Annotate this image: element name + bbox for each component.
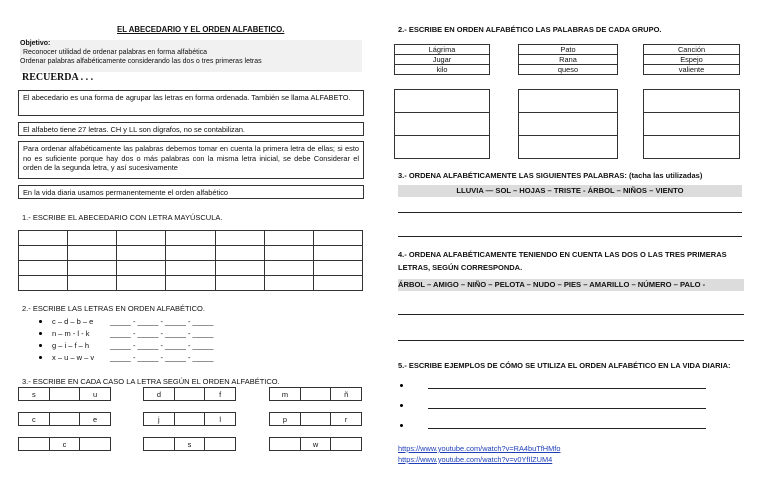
sequence-cell: s: [19, 388, 50, 401]
sequence-cell: s: [174, 438, 205, 451]
video-link-2[interactable]: https://www.youtube.com/watch?v=v0YfIlZUM4: [398, 455, 553, 464]
sequence-cell: c: [19, 413, 50, 426]
sequence-box: [269, 412, 362, 426]
sequence-cell: m: [270, 388, 301, 401]
sequence-cell[interactable]: [331, 438, 362, 451]
letters-blanks-3[interactable]: _____ - _____ - _____ - _____: [110, 341, 214, 350]
sequence-cell: e: [80, 413, 111, 426]
objective-block: [20, 40, 362, 72]
letters-item-1: c – d – b – e: [52, 317, 94, 326]
sequence-cell: ñ: [331, 388, 362, 401]
answer-group-3: [643, 89, 740, 159]
sequence-cell: c: [49, 438, 80, 451]
sequence-cell[interactable]: [144, 438, 175, 451]
sequence-box: [143, 437, 236, 451]
word-cell: queso: [519, 65, 618, 75]
word-cell: Lágrima: [395, 45, 490, 55]
bullet-icon: [39, 356, 42, 359]
sequence-box: [143, 412, 236, 426]
right-question-2-label: 2.- ESCRIBE EN ORDEN ALFABÉTICO LAS PALABRAS DE CADA GRUPO.: [398, 25, 662, 34]
right-question-4-label-2: LETRAS, SEGÚN CORRESPONDA.: [398, 263, 523, 272]
letters-item-3: g – i – f – h: [52, 341, 90, 350]
alphabet-grid: [18, 230, 363, 291]
info-box-rule: Para ordenar alfabéticamente las palabras debemos tomar en cuenta la primera letra de ellas; si esto no es suficiente porque hay dos o más palabras con la misma letra inicial, se debe Considerar el orden de la segunda letra, y así sucesivamente: [18, 141, 364, 179]
letters-item-4: x – u – w – v: [52, 353, 95, 362]
letters-blanks-1[interactable]: _____ - _____ - _____ - _____: [110, 317, 214, 326]
letters-blanks-4[interactable]: _____ - _____ - _____ - _____: [110, 353, 214, 362]
video-link-2-wrap: [398, 449, 552, 467]
bullet-icon: [39, 332, 42, 335]
word-group-3: [643, 44, 740, 75]
sequence-cell[interactable]: [270, 438, 301, 451]
answer-line[interactable]: [428, 428, 706, 429]
words-to-order: LLUVIA — SOL – HOJAS – TRISTE - ÁRBOL – NIÑOS – VIENTO: [398, 185, 742, 197]
sequence-box: [18, 387, 111, 401]
answer-group-1: [394, 89, 490, 159]
info-box-letters: El alfabeto tiene 27 letras. CH y LL son dígrafos, no se contabilizan.: [18, 122, 364, 136]
words-to-order-2: ÁRBOL – AMIGO – NIÑO – PELOTA – NUDO – PIES – AMARILLO – NÚMERO – PALO -: [398, 279, 744, 291]
bullet-icon: [39, 344, 42, 347]
word-group-1: [394, 44, 490, 75]
word-cell: valiente: [644, 65, 740, 75]
word-cell: Canción: [644, 45, 740, 55]
right-question-3-label: 3.- ORDENA ALFABÉTICAMENTE LAS SIGUIENTES PALABRAS: (tacha las utilizadas): [398, 171, 703, 180]
sequence-cell: f: [205, 388, 236, 401]
answer-line[interactable]: [398, 236, 742, 237]
letters-item-2: n – m - l - k: [52, 329, 90, 338]
word-cell: Jugar: [395, 55, 490, 65]
word-cell: Espejo: [644, 55, 740, 65]
sequence-cell[interactable]: [174, 413, 205, 426]
bullet-icon: [400, 424, 403, 427]
recuerda-heading: RECUERDA . . .: [22, 72, 94, 83]
word-cell: Rana: [519, 55, 618, 65]
bullet-icon: [400, 384, 403, 387]
video-link-1[interactable]: https://www.youtube.com/watch?v=RA4buTfHMfo: [398, 444, 561, 453]
question-2-label: 2.- ESCRIBE LAS LETRAS EN ORDEN ALFABÉTICO.: [22, 304, 205, 313]
bullet-icon: [400, 404, 403, 407]
objective-line-1: Reconocer utilidad de ordenar palabras en forma alfabética: [23, 48, 208, 56]
sequence-box: [269, 387, 362, 401]
sequence-cell[interactable]: [300, 388, 331, 401]
answer-line[interactable]: [398, 340, 744, 341]
sequence-cell: l: [205, 413, 236, 426]
right-question-4-label-1: 4.- ORDENA ALFABÉTICAMENTE TENIENDO EN CUENTA LAS DOS O LAS TRES PRIMERAS: [398, 250, 727, 259]
page-title: EL ABECEDARIO Y EL ORDEN ALFABETICO.: [117, 25, 285, 34]
info-box-alphabet: El abecedario es una forma de agrupar las letras en forma ordenada. También se llama ALFABETO.: [18, 90, 364, 116]
sequence-cell: w: [300, 438, 331, 451]
sequence-cell: u: [80, 388, 111, 401]
sequence-cell[interactable]: [300, 413, 331, 426]
word-group-2: [518, 44, 618, 75]
answer-line[interactable]: [428, 408, 706, 409]
sequence-box: [269, 437, 362, 451]
answer-group-2: [518, 89, 618, 159]
answer-line[interactable]: [398, 314, 744, 315]
sequence-cell[interactable]: [80, 438, 111, 451]
sequence-box: [18, 412, 111, 426]
bullet-icon: [39, 320, 42, 323]
letters-blanks-2[interactable]: _____ - _____ - _____ - _____: [110, 329, 214, 338]
question-1-label: 1.- ESCRIBE EL ABECEDARIO CON LETRA MAYÚSCULA.: [22, 213, 223, 222]
sequence-cell: r: [331, 413, 362, 426]
right-question-5-label: 5.- ESCRIBE EJEMPLOS DE CÓMO SE UTILIZA EL ORDEN ALFABÉTICO EN LA VIDA DIARIA:: [398, 361, 731, 370]
sequence-box: [18, 437, 111, 451]
sequence-cell[interactable]: [19, 438, 50, 451]
info-box-daily: En la vida diaria usamos permanentemente el orden alfabético: [18, 185, 364, 199]
sequence-cell[interactable]: [49, 413, 80, 426]
sequence-cell[interactable]: [174, 388, 205, 401]
answer-line[interactable]: [398, 212, 742, 213]
answer-line[interactable]: [428, 388, 706, 389]
word-cell: kilo: [395, 65, 490, 75]
objective-label: Objetivo:: [20, 40, 51, 47]
objective-line-2: Ordenar palabras alfabéticamente considerando las dos o tres primeras letras: [20, 57, 262, 65]
sequence-box: [143, 387, 236, 401]
question-3-label: 3.- ESCRIBE EN CADA CASO LA LETRA SEGÚN EL ORDEN ALFABÉTICO.: [22, 377, 280, 386]
sequence-cell[interactable]: [49, 388, 80, 401]
word-cell: Pato: [519, 45, 618, 55]
sequence-cell[interactable]: [205, 438, 236, 451]
sequence-cell: j: [144, 413, 175, 426]
sequence-cell: d: [144, 388, 175, 401]
sequence-cell: p: [270, 413, 301, 426]
